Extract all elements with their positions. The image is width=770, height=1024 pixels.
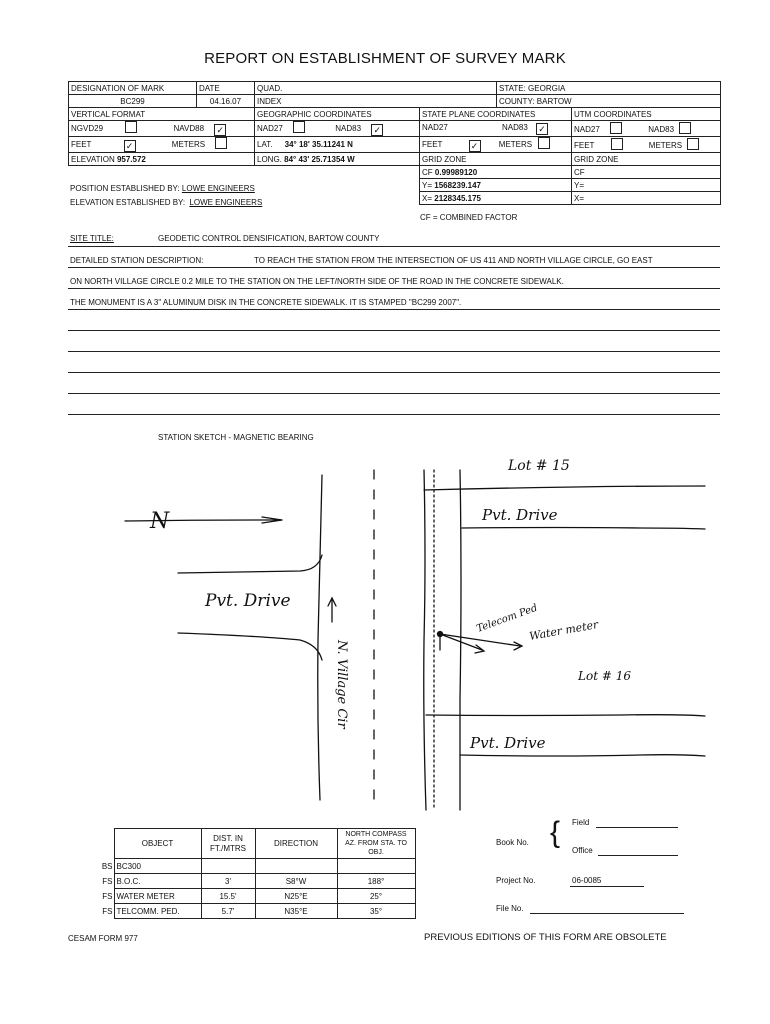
row-az[interactable]: 188° xyxy=(337,874,415,889)
sketch-pvt-drive-bottom: Pvt. Drive xyxy=(470,734,546,752)
site-title-value[interactable]: GEODETIC CONTROL DENSIFICATION, BARTOW COUNTY xyxy=(158,234,380,243)
row-az[interactable]: 25° xyxy=(337,889,415,904)
spc-grid-zone: GRID ZONE xyxy=(420,153,572,166)
elevation-row xyxy=(69,153,255,166)
geo-nad83-checkbox[interactable]: ✓ xyxy=(371,124,383,136)
utm-cf-label: CF xyxy=(572,166,721,179)
bearing-line-water xyxy=(440,634,520,646)
elevation-value[interactable]: 957.572 xyxy=(116,154,146,164)
spc-meters-label: METERS xyxy=(498,140,533,149)
index-label: INDEX xyxy=(255,95,497,108)
geo-nad27-checkbox[interactable] xyxy=(293,121,305,133)
row-object[interactable]: WATER METER xyxy=(114,889,201,904)
date-value[interactable]: 04.16.07 xyxy=(197,95,255,108)
vertical-feet-checkbox[interactable]: ✓ xyxy=(124,140,136,152)
position-established-label: POSITION ESTABLISHED BY: xyxy=(70,184,180,193)
project-no-value[interactable]: 06-0085 xyxy=(572,876,602,885)
objects-header-direction: DIRECTION xyxy=(255,829,337,859)
utm-meters-checkbox[interactable] xyxy=(687,138,699,150)
row-prefix: BS xyxy=(101,861,113,871)
sketch-lot15-label: Lot # 15 xyxy=(508,458,570,474)
elevation-label: ELEVATION xyxy=(71,154,115,164)
vertical-format-label: VERTICAL FORMAT xyxy=(69,108,255,121)
sketch-telecom-label: Telecom Ped xyxy=(475,602,539,635)
desc-line-rule-7 xyxy=(68,393,720,394)
book-brace: { xyxy=(550,816,561,849)
row-dist[interactable] xyxy=(201,859,255,874)
elevation-established-label: ELEVATION ESTABLISHED BY: xyxy=(70,198,186,207)
desc-line-rule-5 xyxy=(68,351,720,352)
lat-value[interactable]: 34° 18' 35.11241 N xyxy=(284,140,353,149)
sidewalk-back xyxy=(460,470,461,810)
station-desc-line-1[interactable]: TO REACH THE STATION FROM THE INTERSECTION OF US 411 AND NORTH VILLAGE CIRCLE, GO EAST xyxy=(254,256,653,265)
sketch-lot16-label: Lot # 16 xyxy=(578,669,631,683)
utm-grid-zone: GRID ZONE xyxy=(572,153,721,166)
book-no-label: Book No. xyxy=(496,838,529,847)
field-label: Field xyxy=(572,818,590,827)
sketch-road-label: N. Village Cir xyxy=(334,640,349,729)
pvt-drive-left-edge-lower xyxy=(178,633,322,660)
vertical-datum-row xyxy=(69,121,255,137)
state-value: STATE: GEORGIA xyxy=(497,82,721,95)
elevation-established xyxy=(70,198,262,207)
row-prefix: FS xyxy=(102,876,113,886)
spc-datum-row xyxy=(420,121,572,137)
office-line[interactable] xyxy=(598,855,678,856)
objects-header-dist: DIST. IN FT./MTRS xyxy=(201,829,255,859)
desc-line-rule-2 xyxy=(68,288,720,289)
row-object[interactable]: BC300 xyxy=(114,859,201,874)
pvt-drive-bottom-edge-upper xyxy=(426,715,705,716)
north-arrow-shaft xyxy=(125,520,282,521)
state-plane-label: STATE PLANE COORDINATES xyxy=(420,108,572,121)
field-line[interactable] xyxy=(596,827,678,828)
latitude-row xyxy=(255,137,420,153)
row-az[interactable] xyxy=(337,859,415,874)
road-edge-left xyxy=(318,475,322,800)
spc-nad83-checkbox[interactable]: ✓ xyxy=(536,123,548,135)
table-row xyxy=(100,904,415,919)
spc-feet-checkbox[interactable]: ✓ xyxy=(469,140,481,152)
long-value[interactable]: 84° 43' 25.71354 W xyxy=(284,154,355,164)
spc-cf-value[interactable]: 0.99989120 xyxy=(434,167,478,177)
utm-x-label: X= xyxy=(572,192,721,205)
row-object[interactable]: B.O.C. xyxy=(114,874,201,889)
row-prefix: FS xyxy=(102,891,113,901)
sketch-water-label: Water meter xyxy=(528,618,600,643)
spc-y-label: Y= xyxy=(422,180,433,190)
utm-meters-label: METERS xyxy=(648,141,683,150)
form-number: CESAM FORM 977 xyxy=(68,934,138,943)
spc-cf-label: CF xyxy=(422,167,433,177)
navd88-label: NAVD88 xyxy=(173,124,205,133)
station-desc-label: DETAILED STATION DESCRIPTION: xyxy=(70,256,204,265)
longitude-row xyxy=(255,153,420,166)
utm-feet-label: FEET xyxy=(574,141,595,150)
quad-label: QUAD. xyxy=(255,82,497,95)
geo-nad27-label: NAD27 xyxy=(257,124,283,133)
county-value: COUNTY: BARTOW xyxy=(497,95,721,108)
office-label: Office xyxy=(572,846,593,855)
file-line[interactable] xyxy=(530,913,684,914)
pvt-drive-bottom-edge-lower xyxy=(460,755,705,756)
lat-label: LAT. xyxy=(257,140,273,149)
cf-note: CF = COMBINED FACTOR xyxy=(420,213,518,222)
spc-x-row xyxy=(420,192,572,205)
objects-header-prefix xyxy=(100,829,114,859)
row-direction[interactable]: N35°E xyxy=(255,904,337,919)
spc-cf-row xyxy=(420,166,572,179)
obsolete-notice: PREVIOUS EDITIONS OF THIS FORM ARE OBSOLETE xyxy=(424,932,667,943)
ngvd29-label: NGVD29 xyxy=(71,124,104,133)
desc-line-rule-3 xyxy=(68,309,720,310)
table-row xyxy=(100,889,415,904)
pvt-drive-left-edge-upper xyxy=(178,555,322,573)
spc-nad83-label: NAD83 xyxy=(502,123,528,132)
vertical-meters-label: METERS xyxy=(171,140,206,149)
sketch-pvt-drive-left: Pvt. Drive xyxy=(205,591,291,611)
spc-meters-checkbox[interactable] xyxy=(538,137,550,149)
vertical-feet-label: FEET xyxy=(71,140,92,149)
row-direction[interactable] xyxy=(255,859,337,874)
table-row xyxy=(100,874,415,889)
position-established-value[interactable]: LOWE ENGINEERS xyxy=(181,184,255,193)
utm-nad83-label: NAD83 xyxy=(648,125,675,134)
row-dist[interactable]: 3' xyxy=(201,874,255,889)
spc-x-value[interactable]: 2128345.175 xyxy=(434,193,481,203)
sketch-pvt-drive-top: Pvt. Drive xyxy=(482,506,558,524)
objects-table xyxy=(100,828,416,919)
spc-nad27-label: NAD27 xyxy=(422,123,448,132)
row-prefix: FS xyxy=(102,906,113,916)
desc-line-rule-8 xyxy=(68,414,720,415)
spc-x-label: X= xyxy=(422,193,433,203)
sketch-north-label: N xyxy=(150,509,170,534)
designation-label: DESIGNATION OF MARK xyxy=(69,82,197,95)
desc-line-rule-6 xyxy=(68,372,720,373)
spc-feet-label: FEET xyxy=(422,140,443,149)
geographic-label: GEOGRAPHIC COORDINATES xyxy=(255,108,420,121)
vertical-units-row xyxy=(69,137,255,153)
utm-y-label: Y= xyxy=(572,179,721,192)
project-line xyxy=(570,886,644,887)
long-label: LONG. xyxy=(257,154,282,164)
objects-header-object: OBJECT xyxy=(114,829,201,859)
file-no-label: File No. xyxy=(496,904,524,913)
row-dist[interactable]: 5.7' xyxy=(201,904,255,919)
row-az[interactable]: 35° xyxy=(337,904,415,919)
spc-units-row xyxy=(420,137,572,153)
lot-line-top xyxy=(424,486,705,490)
station-desc-line-2[interactable]: ON NORTH VILLAGE CIRCLE 0.2 MILE TO THE STATION ON THE LEFT/NORTH SIDE OF THE ROAD IN THE CONCRETE SIDEWALK. xyxy=(70,277,564,286)
pvt-drive-top-edge xyxy=(462,528,705,530)
utm-datum-row xyxy=(572,121,721,137)
utm-label: UTM COORDINATES xyxy=(572,108,721,121)
geo-datum-row xyxy=(255,121,420,137)
ngvd29-checkbox[interactable] xyxy=(125,121,137,133)
station-mark xyxy=(438,632,443,637)
designation-value[interactable]: BC299 xyxy=(69,95,197,108)
objects-header-az: NORTH COMPASS AZ. FROM STA. TO OBJ. xyxy=(337,829,415,859)
utm-nad27-checkbox[interactable] xyxy=(610,122,622,134)
spc-y-row xyxy=(420,179,572,192)
divider-line xyxy=(68,246,720,247)
geo-nad83-label: NAD83 xyxy=(335,124,362,133)
utm-nad83-checkbox[interactable] xyxy=(679,122,691,134)
utm-feet-checkbox[interactable] xyxy=(611,138,623,150)
desc-line-rule-4 xyxy=(68,330,720,331)
row-direction[interactable]: N25°E xyxy=(255,889,337,904)
row-object[interactable]: TELCOMM. PED. xyxy=(114,904,201,919)
page-title: REPORT ON ESTABLISHMENT OF SURVEY MARK xyxy=(204,50,566,67)
position-established xyxy=(70,184,255,193)
spc-y-value[interactable]: 1568239.147 xyxy=(434,180,481,190)
table-row xyxy=(100,859,415,874)
desc-line-rule-1 xyxy=(68,267,720,268)
vertical-meters-checkbox[interactable] xyxy=(215,137,227,149)
station-desc-line-3[interactable]: THE MONUMENT IS A 3" ALUMINUM DISK IN THE CONCRETE SIDEWALK. IT IS STAMPED "BC299 2007". xyxy=(70,298,462,307)
station-sketch xyxy=(0,440,770,820)
project-no-label: Project No. xyxy=(496,876,536,885)
row-dist[interactable]: 15.5' xyxy=(201,889,255,904)
navd88-checkbox[interactable]: ✓ xyxy=(214,124,226,136)
row-direction[interactable]: S8°W xyxy=(255,874,337,889)
sketch-title: STATION SKETCH - MAGNETIC BEARING xyxy=(158,433,314,442)
road-edge-right xyxy=(424,470,426,810)
date-label: DATE xyxy=(197,82,255,95)
utm-units-row xyxy=(572,137,721,153)
utm-nad27-label: NAD27 xyxy=(574,125,600,134)
site-title-label: SITE TITLE: xyxy=(70,234,114,243)
elevation-established-value[interactable]: LOWE ENGINEERS xyxy=(189,198,263,207)
